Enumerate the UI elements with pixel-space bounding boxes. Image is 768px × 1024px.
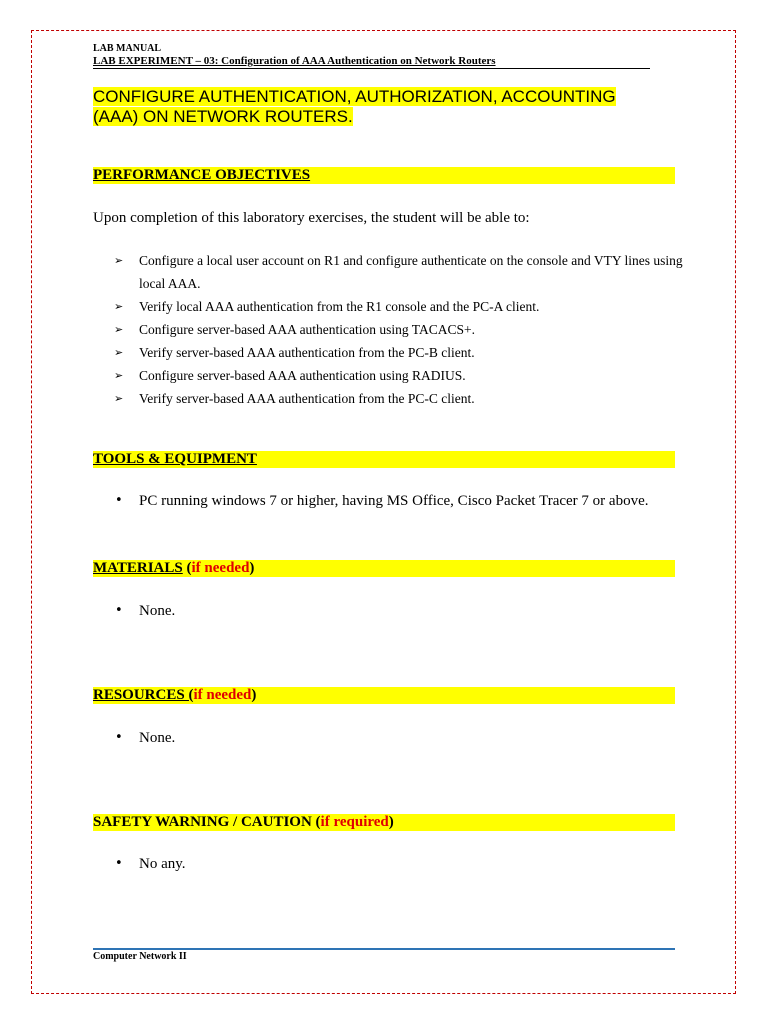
materials-heading-text: MATERIALS [93, 560, 183, 576]
objectives-heading [93, 167, 675, 184]
safety-note: if required [320, 814, 389, 830]
bullet-icon: • [115, 603, 123, 618]
list-item-text: Verify server-based AAA authentication from the PC-B client. [139, 345, 475, 360]
materials-item [93, 602, 693, 620]
resources-note: if needed [193, 687, 252, 703]
list-item-text: Verify local AAA authentication from the R1 console and the PC-A client. [139, 299, 540, 314]
list-item [93, 387, 693, 410]
tools-heading [93, 451, 675, 468]
safety-item [93, 855, 693, 873]
footer-course: Computer Network II [93, 951, 187, 962]
safety-heading: SAFETY WARNING / CAUTION (if required) [93, 814, 675, 831]
page-title-text: CONFIGURE AUTHENTICATION, AUTHORIZATION, ACCOUNTING (AAA) ON NETWORK ROUTERS. [93, 87, 616, 126]
bullet-icon: • [115, 493, 123, 508]
objectives-heading-text: PERFORMANCE OBJECTIVES [93, 167, 311, 183]
tools-item [93, 492, 693, 510]
resources-heading-text: RESOURCES [93, 687, 189, 703]
bullet-icon: • [115, 730, 123, 745]
experiment-title: LAB EXPERIMENT – 03: Configuration of AAA Authentication on Network Routers [93, 55, 496, 67]
list-item-text: Configure server-based AAA authentication using RADIUS. [139, 368, 466, 383]
footer-rule [93, 948, 675, 950]
arrow-bullet-icon: ➢ [114, 392, 124, 405]
arrow-bullet-icon: ➢ [114, 254, 124, 267]
page-title [93, 87, 663, 127]
objectives-list [93, 249, 693, 410]
list-item [93, 364, 693, 387]
tools-item-text: PC running windows 7 or higher, having MS Office, Cisco Packet Tracer 7 or above. [139, 493, 649, 509]
resources-heading: RESOURCES (if needed) [93, 687, 675, 704]
manual-label: LAB MANUAL [93, 43, 162, 54]
bullet-icon: • [115, 856, 123, 871]
list-item [93, 295, 693, 318]
arrow-bullet-icon: ➢ [114, 369, 124, 382]
tools-heading-text: TOOLS & EQUIPMENT [93, 451, 257, 467]
list-item-text: Verify server-based AAA authentication from the PC-C client. [139, 391, 475, 406]
materials-item-text: None. [139, 603, 176, 619]
safety-item-text: No any. [139, 856, 186, 872]
list-item-text: Configure a local user account on R1 and configure authenticate on the console and VTY lines using local AAA. [139, 253, 683, 291]
resources-item-text: None. [139, 730, 176, 746]
list-item [93, 318, 693, 341]
materials-note: if needed [191, 560, 250, 576]
objectives-intro: Upon completion of this laboratory exercises, the student will be able to: [93, 210, 530, 226]
safety-heading-text: SAFETY WARNING / CAUTION [93, 814, 312, 830]
materials-heading: MATERIALS (if needed) [93, 560, 675, 577]
resources-item [93, 729, 693, 747]
list-item-text: Configure server-based AAA authentication using TACACS+. [139, 322, 475, 337]
list-item [93, 341, 693, 364]
arrow-bullet-icon: ➢ [114, 323, 124, 336]
arrow-bullet-icon: ➢ [114, 300, 124, 313]
arrow-bullet-icon: ➢ [114, 346, 124, 359]
list-item [93, 249, 693, 295]
experiment-header [93, 55, 650, 69]
